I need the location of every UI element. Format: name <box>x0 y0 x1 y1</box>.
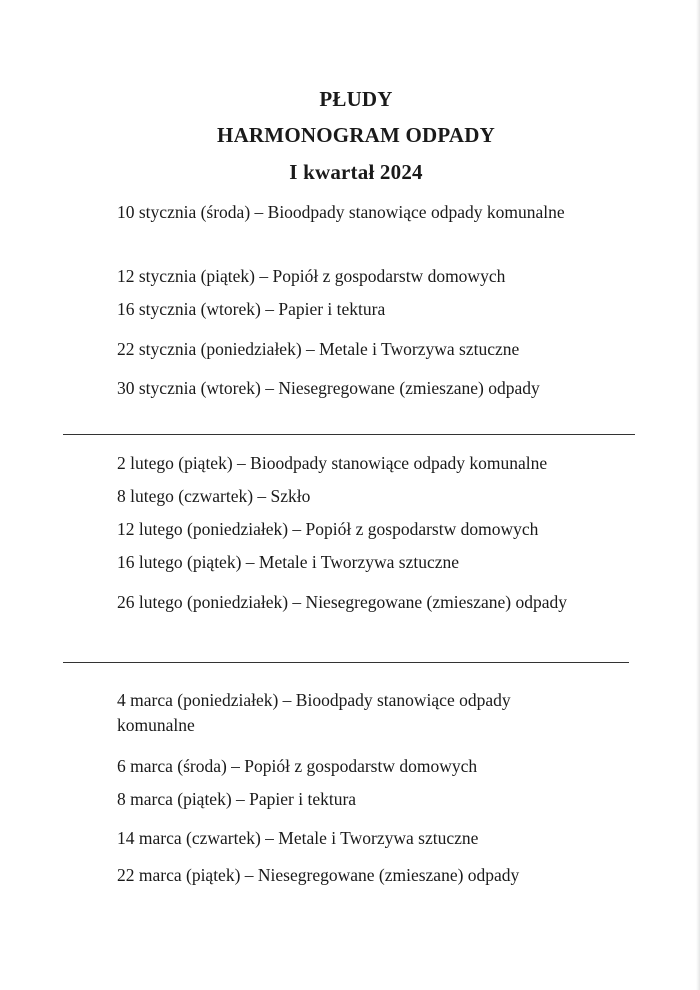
document-title-quarter: I kwartał 2024 <box>289 160 423 184</box>
list-item: 12 stycznia (piątek) – Popiół z gospodarstw domowych <box>117 266 506 286</box>
list-item: 2 lutego (piątek) – Bioodpady stanowiące odpady komunalne <box>117 453 548 473</box>
section-divider <box>63 662 629 663</box>
list-item: 14 marca (czwartek) – Metale i Tworzywa sztuczne <box>117 828 479 848</box>
document-title-location: PŁUDY <box>319 87 393 111</box>
list-item: 16 stycznia (wtorek) – Papier i tektura <box>117 299 386 319</box>
list-item: 22 stycznia (poniedziałek) – Metale i Tworzywa sztuczne <box>117 339 520 359</box>
list-item: 22 marca (piątek) – Niesegregowane (zmieszane) odpady <box>117 865 520 885</box>
list-item: 30 stycznia (wtorek) – Niesegregowane (zmieszane) odpady <box>117 378 540 398</box>
list-item: 8 marca (piątek) – Papier i tektura <box>117 789 357 809</box>
list-item: 6 marca (środa) – Popiół z gospodarstw domowych <box>117 756 478 776</box>
list-item: 26 lutego (poniedziałek) – Niesegregowane (zmieszane) odpady <box>117 592 567 612</box>
section-divider <box>63 434 635 435</box>
page-edge-shadow <box>696 0 700 990</box>
list-item: 16 lutego (piątek) – Metale i Tworzywa sztuczne <box>117 552 460 572</box>
list-item: 10 stycznia (środa) – Bioodpady stanowiące odpady komunalne <box>117 202 565 222</box>
list-item: 8 lutego (czwartek) – Szkło <box>117 486 311 506</box>
list-item: 4 marca (poniedziałek) – Bioodpady stanowiące odpady komunalne <box>117 690 511 735</box>
document-title-schedule: HARMONOGRAM ODPADY <box>217 123 495 147</box>
list-item: 12 lutego (poniedziałek) – Popiół z gospodarstw domowych <box>117 519 539 539</box>
